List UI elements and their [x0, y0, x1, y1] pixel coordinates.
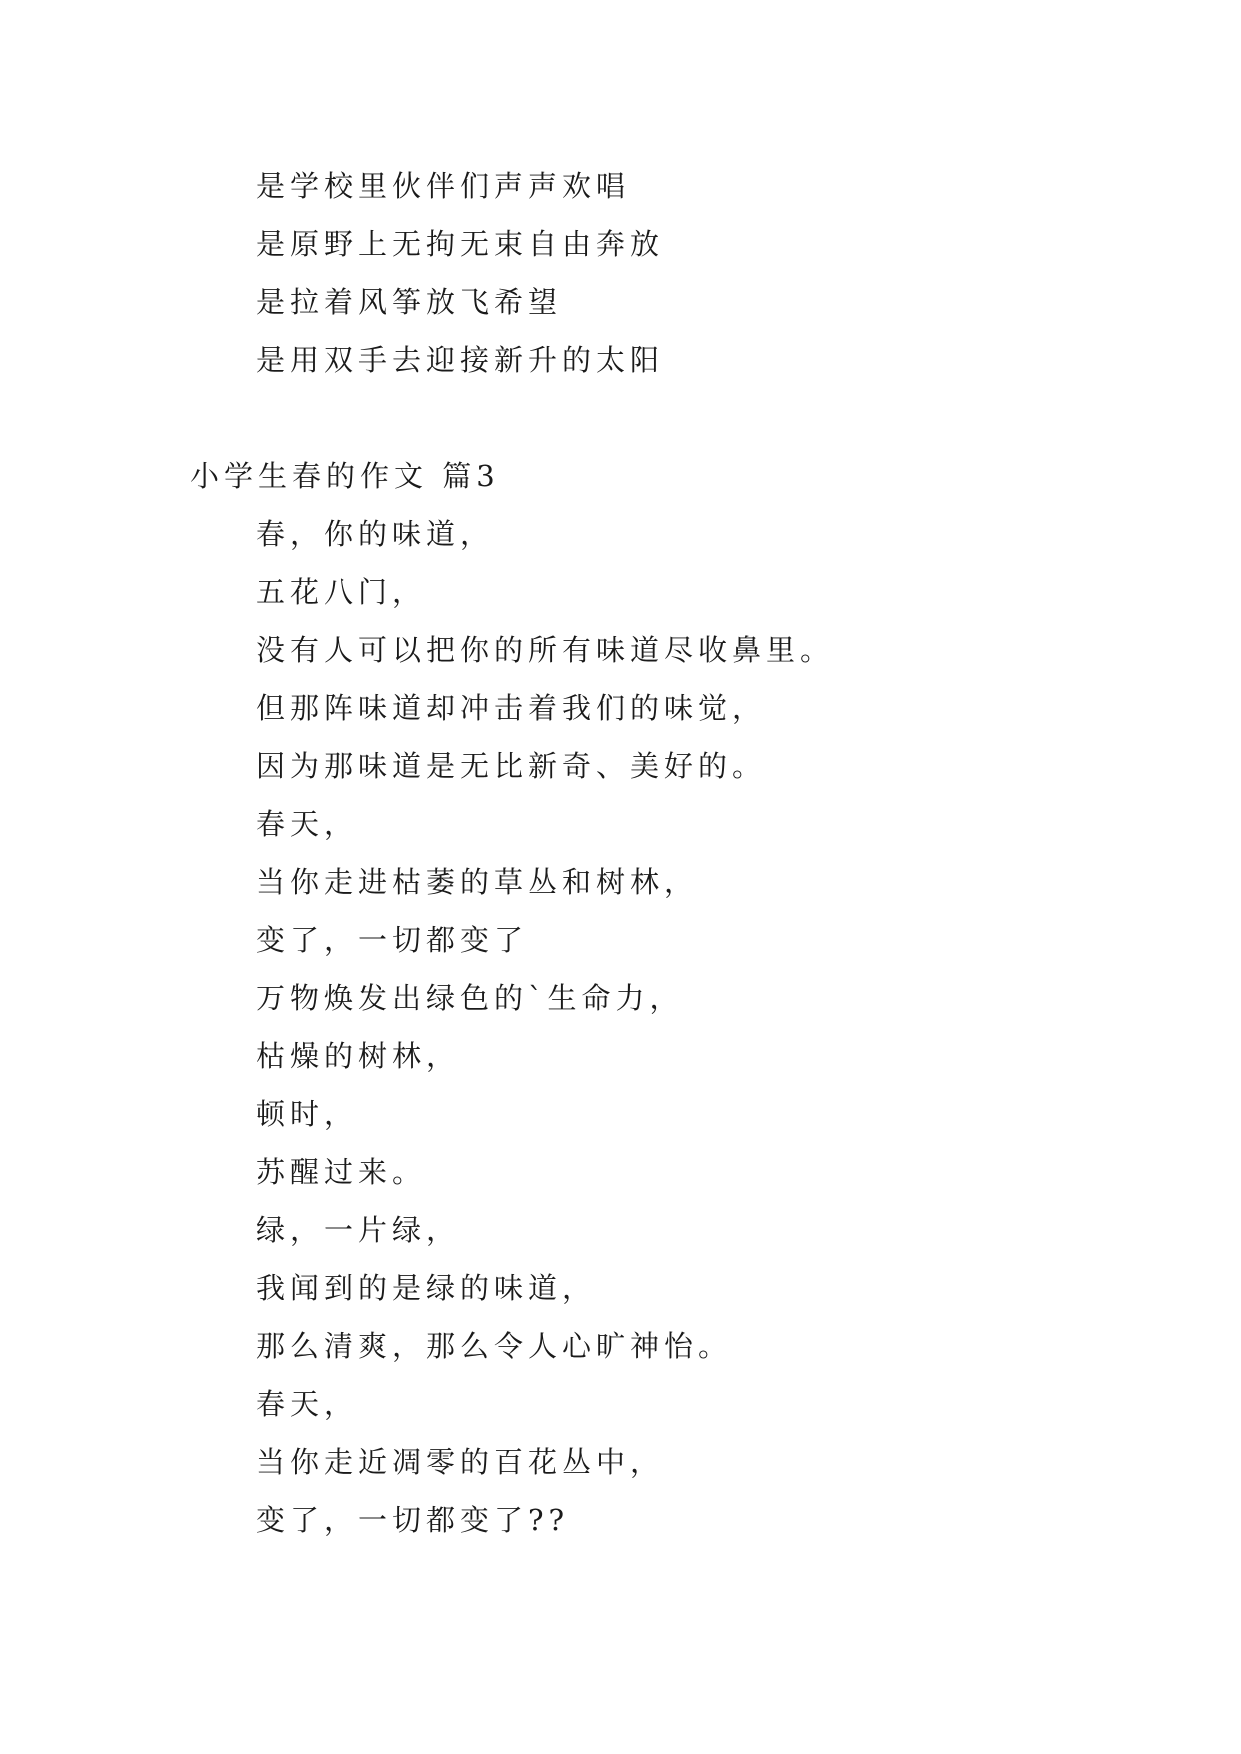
poem-line: 五花八门， — [256, 575, 427, 609]
poem-line: 枯燥的树林， — [256, 1039, 461, 1073]
poem-line: 顿时， — [256, 1097, 359, 1131]
poem-line: 春天， — [256, 807, 359, 841]
poem-line: 但那阵味道却冲击着我们的味觉， — [256, 691, 767, 725]
poem-line: 苏醒过来。 — [256, 1155, 427, 1189]
poem-line: 没有人可以把你的所有味道尽收鼻里。 — [256, 633, 835, 667]
poem-line: 是学校里伙伴们声声欢唱 — [256, 169, 631, 203]
poem-line: 当你走进枯萎的草丛和树林， — [256, 865, 699, 899]
poem-line: 是原野上无拘无束自由奔放 — [256, 227, 665, 261]
poem-line: 我闻到的是绿的味道， — [256, 1271, 597, 1305]
poem-line: 春，你的味道， — [256, 517, 495, 551]
poem-line: 万物焕发出绿色的`生命力， — [256, 981, 684, 1015]
poem-line: 是拉着风筝放飞希望 — [256, 285, 563, 319]
poem-line: 变了，一切都变了?? — [256, 1503, 570, 1537]
poem-line: 春天， — [256, 1387, 359, 1421]
poem-line: 变了，一切都变了 — [256, 923, 529, 957]
poem-line: 是用双手去迎接新升的太阳 — [256, 343, 665, 377]
section-heading: 小学生春的作文 篇3 — [190, 459, 500, 493]
poem-line: 因为那味道是无比新奇、美好的。 — [256, 749, 767, 783]
poem-line: 当你走近凋零的百花丛中， — [256, 1445, 665, 1479]
poem-line: 那么清爽，那么令人心旷神怡。 — [256, 1329, 733, 1363]
poem-line: 绿，一片绿， — [256, 1213, 461, 1247]
